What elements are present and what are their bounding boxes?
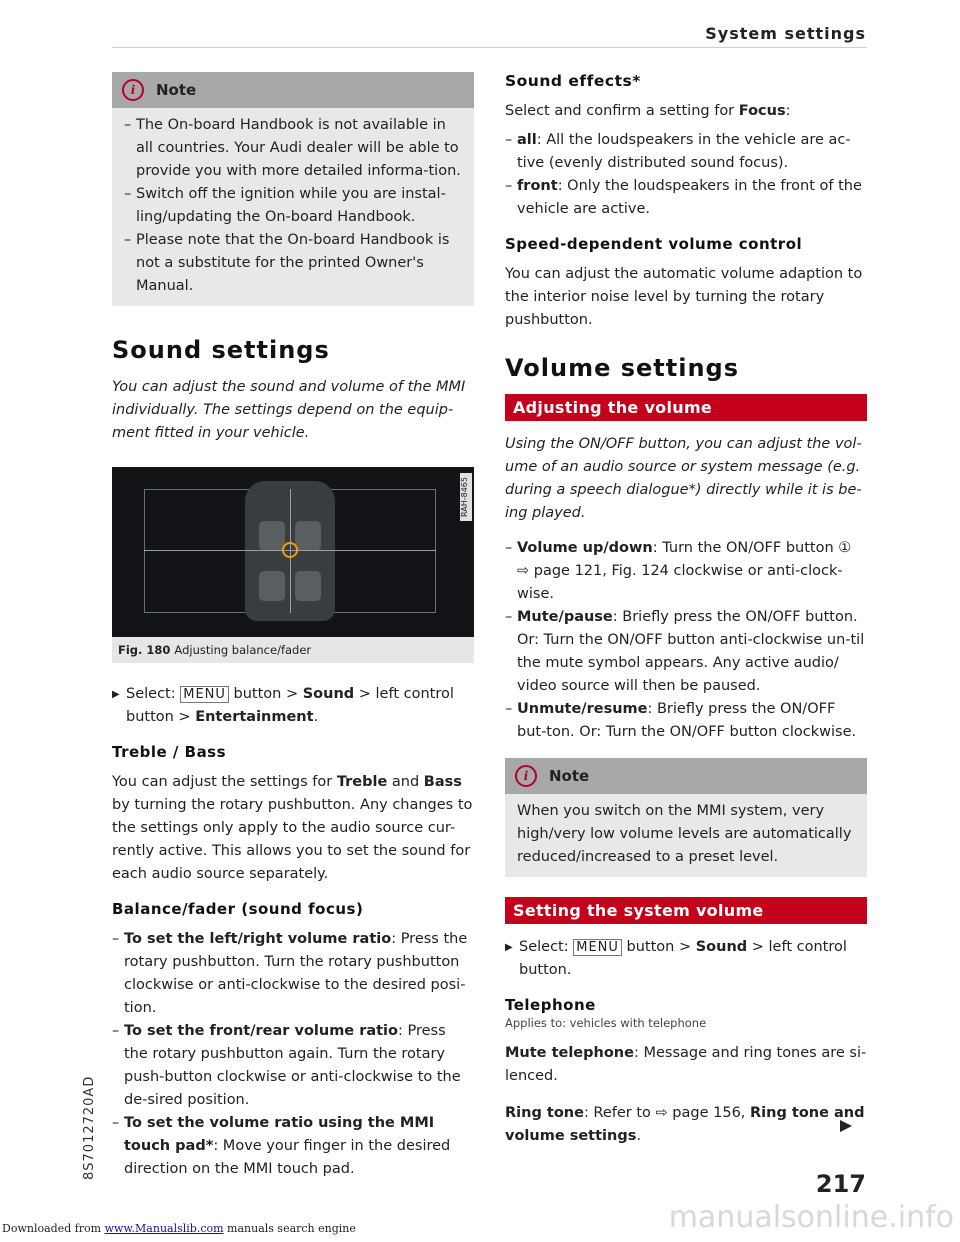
seat-graphic	[259, 521, 285, 551]
info-icon: i	[122, 79, 144, 101]
balance-fader-image	[112, 467, 474, 637]
note-item: – The On-board Handbook is not available in all countries. Your Audi dealer will be able to provide you with more detailed informa-tion.	[124, 117, 461, 179]
list-item: – To set the left/right volume ratio: Press the rotary pushbutton. Turn the rotary pushbutton clockwise or anti-clockwise to the desired posi-tion.	[112, 931, 468, 1016]
mute-telephone-text: Mute telephone: Message and ring tones are si-lenced.	[505, 1045, 867, 1084]
select-instruction: ▶ Select: MENU button > Sound > left control button > Entertainment.	[112, 683, 474, 729]
section-intro: You can adjust the sound and volume of the MMI individually. The settings depend on the equip-ment fitted in your vehicle.	[112, 379, 466, 441]
figure-id: RAH-8465	[460, 473, 472, 521]
list-item: – To set the volume ratio using the MMI touch pad*: Move your finger in the desired direction on the MMI touch pad.	[112, 1115, 451, 1177]
note-title: Note	[549, 767, 590, 785]
note-body	[112, 108, 474, 306]
note-box	[112, 72, 474, 306]
bar-heading-system-volume: Setting the system volume	[505, 897, 867, 924]
list-item: – Mute/pause: Briefly press the ON/OFF button. Or: Turn the ON/OFF button anti-clockwise un-til the mute symbol appears. Any active audio/ video source will then be paused.	[505, 609, 865, 694]
list-item: – all: All the loudspeakers in the vehicle are ac-tive (evenly distributed sound focus).	[505, 132, 851, 171]
list-item: – front: Only the loudspeakers in the front of the vehicle are active.	[505, 178, 862, 217]
heading-speed-dependent: Speed-dependent volume control	[505, 235, 803, 253]
section-title-sound: Sound settings	[112, 336, 330, 364]
heading-balance-fader: Balance/fader (sound focus)	[112, 900, 364, 918]
section-title-volume: Volume settings	[505, 354, 739, 382]
list-item: – To set the front/rear volume ratio: Press the rotary pushbutton again. Turn the rotary push-button clockwise or anti-clockwise to the de-sired position.	[112, 1023, 461, 1108]
applies-to: Applies to: vehicles with telephone	[505, 1016, 707, 1030]
adjusting-intro: Using the ON/OFF button, you can adjust the vol-ume of an audio source or system message (e.g. during a speech dialogue*) directly while it is be-ing played.	[505, 436, 862, 521]
menu-key: MENU	[180, 686, 229, 703]
manualslib-link[interactable]: www.Manualslib.com	[104, 1222, 224, 1235]
sound-effects-intro: Select and confirm a setting for Focus:	[505, 103, 791, 119]
page-number: 217	[815, 1170, 866, 1198]
note-body	[505, 794, 867, 877]
document-code: 8S7012720AD	[82, 1075, 97, 1180]
focus-target-icon	[282, 542, 298, 558]
info-icon: i	[515, 765, 537, 787]
seat-graphic	[295, 571, 321, 601]
seat-graphic	[295, 521, 321, 551]
footer: Downloaded from www.Manualslib.com manuals search engine	[2, 1222, 356, 1235]
right-column	[505, 72, 867, 1162]
heading-telephone: Telephone	[505, 996, 596, 1014]
note-header	[112, 72, 474, 108]
heading-sound-effects: Sound effects*	[505, 72, 641, 90]
treble-bass-text: You can adjust the settings for Treble and Bass by turning the rotary pushbutton. Any changes to the settings only apply to the audio source cur-rently active. This allows you to set the sound for each audio source separately.	[112, 774, 473, 882]
note-header	[505, 758, 867, 794]
arrow-right-icon: ▶	[112, 689, 120, 700]
speed-dependent-text: You can adjust the automatic volume adaption to the interior noise level by turning the rotary pushbutton.	[505, 266, 863, 328]
note-title: Note	[156, 81, 197, 99]
list-item: – Volume up/down: Turn the ON/OFF button ① ⇨ page 121, Fig. 124 clockwise or anti-clock-wise.	[505, 540, 852, 602]
running-header: System settings	[705, 24, 866, 43]
note-item: – Switch off the ignition while you are instal-ling/updating the On-board Handbook.	[124, 186, 446, 225]
ring-tone-text: Ring tone: Refer to ⇨ page 156, Ring tone and volume settings.	[505, 1105, 865, 1144]
note-item: – Please note that the On-board Handbook is not a substitute for the printed Owner's Manual.	[124, 232, 450, 294]
figure-balance-fader	[112, 467, 474, 663]
header-divider	[112, 47, 867, 48]
bar-heading-adjusting: Adjusting the volume	[505, 394, 867, 421]
list-item: – Unmute/resume: Briefly press the ON/OFF but-ton. Or: Turn the ON/OFF button clockwise.	[505, 701, 857, 740]
select-instruction: ▶ Select: MENU button > Sound > left control button.	[505, 936, 867, 982]
note-text: When you switch on the MMI system, very high/very low volume levels are automatically reduced/increased to a preset level.	[517, 803, 852, 865]
continue-arrow-icon	[840, 1120, 852, 1132]
figure-caption: Fig. 180 Adjusting balance/fader	[118, 643, 312, 657]
menu-key: MENU	[573, 939, 622, 956]
left-column	[112, 72, 474, 1181]
heading-treble-bass: Treble / Bass	[112, 743, 227, 761]
watermark: manualsonline.info	[668, 1200, 954, 1235]
note-box	[505, 758, 867, 877]
arrow-right-icon: ▶	[505, 942, 513, 953]
seat-graphic	[259, 571, 285, 601]
